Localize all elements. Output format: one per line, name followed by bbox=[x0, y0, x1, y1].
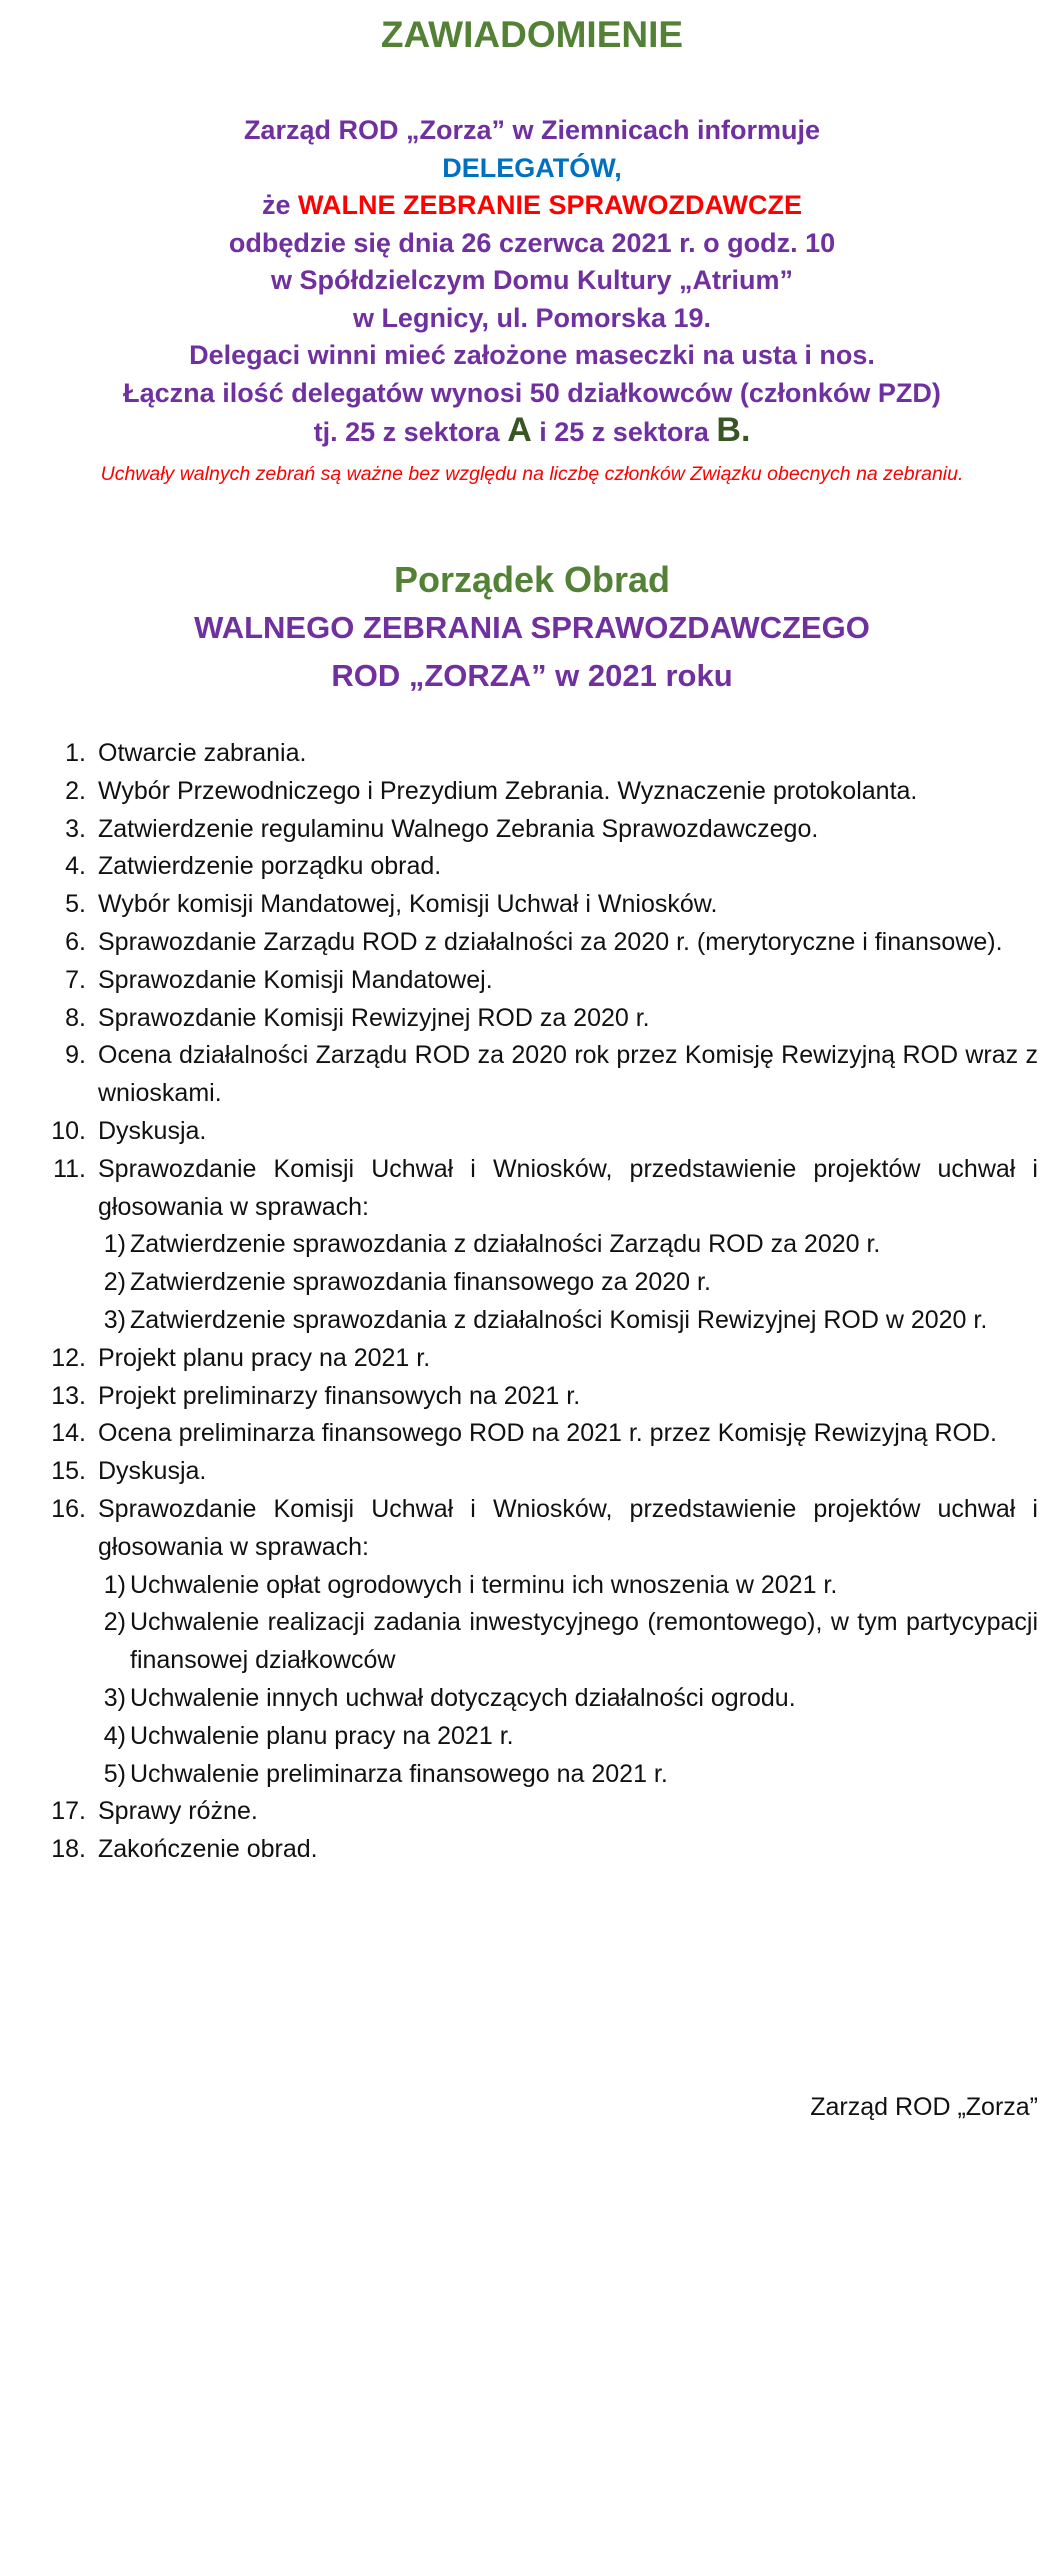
agenda-item bbox=[40, 924, 1038, 962]
agenda-subitem-number: 1) bbox=[103, 1570, 126, 1599]
agenda-item-number: 11. bbox=[53, 1154, 86, 1183]
agenda-subitem-number: 3) bbox=[103, 1305, 126, 1334]
agenda-subitem-number: 1) bbox=[103, 1230, 126, 1259]
sector-text-1: tj. 25 z sektora bbox=[313, 417, 508, 447]
notice-line-venue: w Spółdzielczym Domu Kultury „Atrium” bbox=[270, 265, 794, 295]
agenda-subitem bbox=[40, 1604, 1038, 1680]
agenda-list bbox=[40, 735, 1038, 1869]
agenda-item-text: Dyskusja. bbox=[98, 1457, 207, 1486]
agenda-item bbox=[40, 1037, 1038, 1113]
agenda-item-text: Zakończenie obrad. bbox=[98, 1835, 318, 1864]
notice-disclaimer: Uchwały walnych zebrań są ważne bez względu na liczbę członków Związku obecnych na zebraniu. bbox=[100, 463, 964, 485]
agenda-item-text: Wybór Przewodniczego i Prezydium Zebrania. Wyznaczenie protokolanta. bbox=[98, 776, 918, 805]
agenda-subitem-text: Uchwalenie opłat ogrodowych i terminu ich wnoszenia w 2021 r. bbox=[130, 1570, 838, 1599]
agenda-item bbox=[40, 811, 1038, 849]
agenda-item-number: 2. bbox=[65, 776, 86, 805]
agenda-item-text: Projekt planu pracy na 2021 r. bbox=[98, 1343, 431, 1372]
agenda-item-text: Sprawozdanie Zarządu ROD z działalności za 2020 r. (merytoryczne i finansowe). bbox=[98, 927, 1003, 956]
sector-b: B bbox=[716, 411, 741, 449]
agenda-item bbox=[40, 1378, 1038, 1416]
agenda-item-text: Zatwierdzenie porządku obrad. bbox=[98, 852, 442, 881]
agenda-item-number: 12. bbox=[51, 1343, 86, 1372]
agenda-item-number: 3. bbox=[65, 814, 86, 843]
agenda-item-number: 1. bbox=[65, 739, 86, 767]
agenda-subitem-number: 2) bbox=[103, 1608, 126, 1637]
agenda-item-text: Ocena preliminarza finansowego ROD na 2021 r. przez Komisję Rewizyjną ROD. bbox=[98, 1419, 997, 1448]
signature: Zarząd ROD „Zorza” bbox=[810, 2093, 1038, 2121]
agenda-item-text: Sprawozdanie Komisji Uchwał i Wniosków, przedstawienie projektów uchwał i głosowania w sprawach: bbox=[98, 1154, 1038, 1221]
notice-body bbox=[0, 112, 1064, 452]
agenda-subitem-text: Uchwalenie realizacji zadania inwestycyjnego (remontowego), w tym partycypacji finansowej działkowców bbox=[130, 1608, 1038, 1675]
notice-line-date: odbędzie się dnia 26 czerwca 2021 r. o godz. 10 bbox=[228, 227, 836, 258]
agenda-item bbox=[40, 848, 1038, 886]
agenda-heading-line2: WALNEGO ZEBRANIA SPRAWOZDAWCZEGO bbox=[194, 610, 870, 645]
agenda-subitem bbox=[40, 1302, 1038, 1340]
notice-line-delegates: DELEGATÓW, bbox=[442, 152, 622, 183]
agenda-item-text: Dyskusja. bbox=[98, 1116, 207, 1145]
agenda-item bbox=[40, 886, 1038, 924]
agenda-item bbox=[40, 1340, 1038, 1378]
agenda-item bbox=[40, 1831, 1038, 1869]
agenda-heading-line1: Porządek Obrad bbox=[393, 559, 671, 600]
agenda-item-number: 15. bbox=[51, 1457, 86, 1486]
agenda-subitem bbox=[40, 1756, 1038, 1794]
agenda-subitem bbox=[40, 1718, 1038, 1756]
agenda-item-number: 18. bbox=[51, 1835, 86, 1864]
agenda-item-number: 14. bbox=[51, 1419, 86, 1448]
notice-title: ZAWIADOMIENIE bbox=[380, 14, 684, 55]
agenda-item-text: Zatwierdzenie regulaminu Walnego Zebrania Sprawozdawczego. bbox=[98, 814, 819, 843]
agenda-item-number: 16. bbox=[51, 1494, 86, 1523]
agenda-subitem bbox=[40, 1226, 1038, 1264]
agenda-item bbox=[40, 962, 1038, 1000]
notice-line-count: Łączna ilość delegatów wynosi 50 działkowców (członków PZD) bbox=[123, 377, 941, 408]
sector-text-2: i 25 z sektora bbox=[531, 417, 717, 447]
agenda-item-number: 6. bbox=[65, 927, 86, 956]
notice-line-meeting bbox=[0, 187, 1064, 225]
agenda-subitem-text: Uchwalenie planu pracy na 2021 r. bbox=[130, 1721, 514, 1750]
agenda-item bbox=[40, 1453, 1038, 1491]
agenda-item bbox=[40, 1113, 1038, 1151]
agenda-item-text: Sprawozdanie Komisji Uchwał i Wniosków, przedstawienie projektów uchwał i głosowania w sprawach: bbox=[98, 1494, 1038, 1561]
agenda-item bbox=[40, 1000, 1038, 1038]
agenda-subitem bbox=[40, 1567, 1038, 1605]
agenda-subitem-text: Zatwierdzenie sprawozdania z działalności Komisji Rewizyjnej ROD w 2020 r. bbox=[130, 1305, 988, 1334]
agenda-item-number: 7. bbox=[65, 965, 86, 994]
agenda-item-text: Ocena działalności Zarządu ROD za 2020 rok przez Komisję Rewizyjną ROD wraz z wnioskami. bbox=[98, 1041, 1038, 1108]
notice-line-prefix: że bbox=[261, 190, 299, 220]
agenda-item bbox=[40, 1151, 1038, 1227]
notice-line-board: Zarząd ROD „Zorza” w Ziemnicach informuje bbox=[243, 115, 821, 145]
agenda-subitem-text: Zatwierdzenie sprawozdania finansowego za 2020 r. bbox=[130, 1268, 711, 1297]
notice-line-masks: Delegaci winni mieć założone maseczki na usta i nos. bbox=[189, 340, 875, 370]
agenda-item-text: Sprawozdanie Komisji Rewizyjnej ROD za 2020 r. bbox=[98, 1003, 650, 1032]
agenda-item-text: Otwarcie zabrania. bbox=[98, 739, 307, 767]
agenda-item bbox=[40, 735, 1038, 773]
agenda-item bbox=[40, 1415, 1038, 1453]
agenda-subitem-number: 2) bbox=[103, 1268, 126, 1297]
agenda-item-number: 9. bbox=[65, 1041, 86, 1070]
agenda-item-number: 8. bbox=[65, 1003, 86, 1032]
agenda-item-number: 10. bbox=[51, 1116, 86, 1145]
agenda-item-number: 17. bbox=[51, 1797, 86, 1826]
notice-line-address: w Legnicy, ul. Pomorska 19. bbox=[352, 302, 712, 333]
agenda-subitem-text: Zatwierdzenie sprawozdania z działalności Zarządu ROD za 2020 r. bbox=[130, 1230, 881, 1259]
agenda-subitem bbox=[40, 1264, 1038, 1302]
agenda-item-number: 13. bbox=[51, 1381, 86, 1410]
agenda-item bbox=[40, 1793, 1038, 1831]
agenda-subitem-text: Uchwalenie innych uchwał dotyczących działalności ogrodu. bbox=[130, 1683, 796, 1712]
agenda-subitem bbox=[40, 1680, 1038, 1718]
agenda-item-number: 5. bbox=[65, 890, 86, 919]
agenda-heading-line3: ROD „ZORZA” w 2021 roku bbox=[331, 658, 733, 693]
agenda-item bbox=[40, 773, 1038, 811]
agenda-subitem-number: 3) bbox=[103, 1683, 126, 1712]
sector-a: A bbox=[507, 411, 532, 449]
agenda-subitem-text: Uchwalenie preliminarza finansowego na 2021 r. bbox=[130, 1759, 668, 1788]
agenda-item-text: Sprawy różne. bbox=[98, 1797, 258, 1826]
agenda-subitem-number: 4) bbox=[103, 1721, 126, 1750]
agenda-item bbox=[40, 1491, 1038, 1567]
agenda-subitem-number: 5) bbox=[103, 1759, 126, 1788]
notice-line-sectors bbox=[0, 412, 1064, 452]
notice-meeting-name: WALNE ZEBRANIE SPRAWOZDAWCZE bbox=[298, 190, 803, 220]
agenda-heading bbox=[0, 556, 1064, 700]
sector-period: . bbox=[740, 411, 751, 449]
agenda-item-number: 4. bbox=[65, 852, 86, 881]
agenda-item-text: Projekt preliminarzy finansowych na 2021 r. bbox=[98, 1381, 581, 1410]
agenda-item-text: Wybór komisji Mandatowej, Komisji Uchwał i Wniosków. bbox=[98, 890, 718, 919]
agenda-item-text: Sprawozdanie Komisji Mandatowej. bbox=[98, 965, 493, 994]
